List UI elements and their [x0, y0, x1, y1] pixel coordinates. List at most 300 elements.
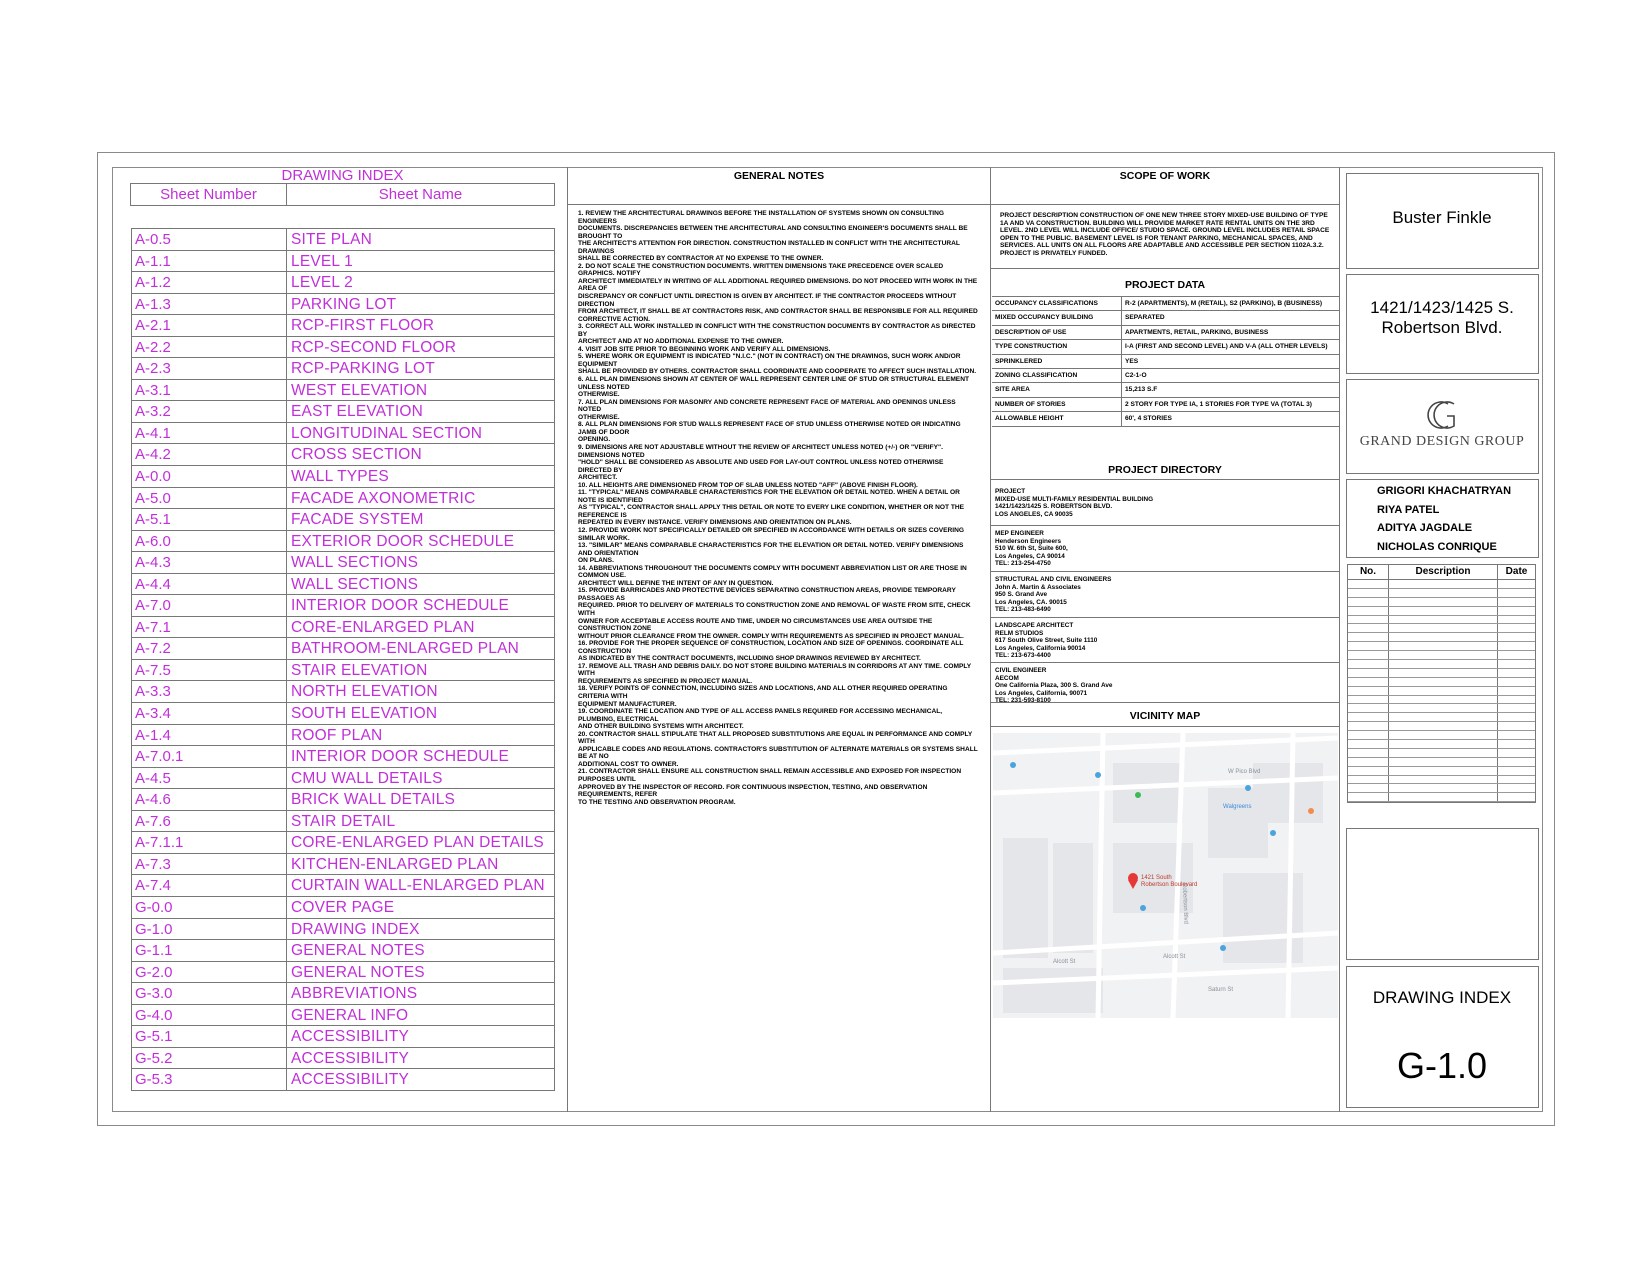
note-line: APPLICABLE CODES AND REGULATIONS. CONTRACTOR'S SUBSTITUTION OF ALTERNATE MATERIALS OR SYSTEMS SHALL BE AT NO	[578, 745, 978, 761]
rev-cell	[1498, 616, 1535, 624]
sheet-name-cell: ACCESSIBILITY	[291, 1028, 410, 1046]
team-member: RIYA PATEL	[1377, 503, 1440, 516]
rev-cell	[1389, 784, 1498, 792]
table-row	[132, 315, 554, 337]
directory-entry	[995, 576, 1335, 614]
directory-entry-line: 950 S. Grand Ave	[995, 591, 1048, 599]
col-sheet-name: Sheet Name	[378, 186, 463, 203]
rev-cell	[1348, 607, 1389, 615]
scope-title: SCOPE OF WORK	[1119, 170, 1211, 182]
rev-cell	[1348, 784, 1389, 792]
note-line: FROM ARCHITECT, IT SHALL BE AT CONTRACTORS RISK, AND CONTRACTOR SHALL BE RESPONSIBLE FOR ALL REQUIRED	[578, 308, 978, 316]
rev-cell	[1498, 660, 1535, 668]
divider	[991, 662, 1339, 663]
sheet-number-cell: G-5.1	[132, 1026, 287, 1047]
sheet-name-cell: BRICK WALL DETAILS	[291, 791, 456, 809]
sheet-number-cell: A-2.2	[132, 337, 287, 358]
note-line: DOCUMENTS. DISCREPANCIES BETWEEN THE ARCHITECTURAL AND CONSULTING ENGINEER'S DOCUMENTS SHALL BE BROUGHT TO	[578, 225, 968, 240]
rev-col-description: Description	[1389, 565, 1498, 579]
directory-entry-heading: CIVIL ENGINEER	[995, 667, 1047, 674]
note-line: 12. PROVIDE WORK NOT SPECIFICALLY DETAILED OR SPECIFIED IN ACCORDANCE WITH DETAILS OR SIZES COVERING SIMILAR WORK.	[578, 526, 965, 542]
rev-cell	[1389, 589, 1498, 597]
note-line: EQUIPMENT MANUFACTURER.	[578, 700, 677, 708]
table-row	[132, 531, 554, 553]
sheet-name-cell: CROSS SECTION	[291, 446, 422, 464]
table-row	[132, 617, 554, 639]
sheet-number-cell: A-6.0	[132, 531, 287, 552]
sheet-number-cell: A-7.1	[132, 617, 287, 638]
sheet-number-cell: G-5.3	[132, 1069, 287, 1090]
rev-cell	[1389, 758, 1498, 766]
table-row	[132, 875, 554, 897]
directory-entry-heading: LANDSCAPE ARCHITECT	[995, 622, 1074, 629]
project-data-title: PROJECT DATA	[1124, 279, 1206, 291]
rev-cell	[1498, 740, 1535, 748]
table-row	[132, 940, 554, 962]
sheet-name-cell: CMU WALL DETAILS	[291, 769, 443, 787]
table-row	[132, 423, 554, 445]
divider	[991, 479, 1339, 480]
revision-row	[1348, 633, 1535, 642]
rev-cell	[1389, 642, 1498, 650]
rev-cell	[1389, 669, 1498, 677]
revision-table	[1347, 564, 1536, 803]
note-line: 7. ALL PLAN DIMENSIONS FOR MASONRY AND CONCRETE REPRESENT FACE OF MATERIAL AND OPENINGS UNLESS NOTED	[578, 398, 956, 414]
column-divider	[1339, 167, 1340, 1112]
rev-cell	[1389, 633, 1498, 641]
rev-cell	[1389, 616, 1498, 624]
rev-cell	[1389, 624, 1498, 632]
rev-cell	[1389, 722, 1498, 730]
rev-cell	[1498, 580, 1535, 588]
sheet-number-cell: A-7.4	[132, 875, 287, 896]
note-line: "HOLD" SHALL BE CONSIDERED AS ABSOLUTE AND USED FOR LAY-OUT CONTROL UNLESS NOTED OTHERWISE DIRECTED BY	[578, 459, 944, 474]
note-line: 15. PROVIDE BARRICADES AND PROTECTIVE DEVICES SEPARATING CONSTRUCTION AREAS, PROVIDE TEMPORARY PASSAGES AS	[578, 587, 956, 602]
note-line: AND OTHER BUILDING SYSTEMS WITH ARCHITECT.	[578, 723, 744, 731]
sheet-name-cell: COVER PAGE	[291, 898, 395, 916]
table-row	[132, 638, 554, 660]
sheet-number-cell: A-1.1	[132, 251, 287, 272]
directory-entry-line: Los Angeles, California, 90071	[995, 689, 1088, 697]
table-row	[132, 1026, 554, 1048]
rev-cell	[1348, 660, 1389, 668]
revision-row	[1348, 589, 1535, 598]
column-divider	[990, 167, 991, 1112]
note-line: SHALL BE CORRECTED BY CONTRACTOR AT NO EXPENSE TO THE OWNER.	[578, 255, 824, 263]
note-line: ADDITIONAL COST TO OWNER.	[578, 760, 679, 768]
sheet-name-cell: STAIR DETAIL	[291, 812, 396, 830]
sheet-number-cell: G-2.0	[132, 962, 287, 983]
revision-row	[1348, 784, 1535, 793]
sheet-name-cell: WALL SECTIONS	[291, 554, 419, 572]
rev-cell	[1348, 580, 1389, 588]
sheet-name-cell: INTERIOR DOOR SCHEDULE	[291, 748, 509, 766]
col-sheet-number: Sheet Number	[131, 184, 287, 205]
rev-cell	[1498, 624, 1535, 632]
directory-entry-line: AECOM	[995, 674, 1019, 682]
sheet-number-cell: A-7.6	[132, 811, 287, 832]
sheet-number-cell: A-7.1.1	[132, 832, 287, 853]
rev-cell	[1348, 722, 1389, 730]
revision-row	[1348, 713, 1535, 722]
table-row	[132, 1069, 554, 1091]
rev-cell	[1389, 749, 1498, 757]
project-data-value: SEPARATED	[1125, 314, 1165, 322]
note-line: DISCREPANCY OR CONFLICT UNTIL DIRECTION IS GIVEN BY ARCHITECT. IF THE CONTRACTOR PROCEEDS WITHOUT DIRECTION	[578, 293, 957, 308]
sheet-number-cell: A-4.4	[132, 574, 287, 595]
rev-cell	[1498, 793, 1535, 801]
divider	[991, 726, 1339, 727]
directory-entry-line: TEL: 213-254-4750	[995, 560, 1051, 568]
sheet-number-cell: A-3.2	[132, 401, 287, 422]
sheet-name-cell: INTERIOR DOOR SCHEDULE	[291, 597, 509, 615]
revision-row	[1348, 793, 1535, 802]
project-data-value: 60', 4 STORIES	[1125, 415, 1172, 423]
sheet-number-cell: A-7.0.1	[132, 746, 287, 767]
rev-cell	[1498, 731, 1535, 739]
rev-cell	[1389, 678, 1498, 686]
divider	[991, 525, 1339, 526]
directory-entry-line: TEL: 231-593-8100	[995, 697, 1051, 705]
revision-row	[1348, 651, 1535, 660]
sheet-number-cell: A-2.1	[132, 315, 287, 336]
project-directory-title: PROJECT DIRECTORY	[1108, 464, 1222, 476]
rev-cell	[1389, 607, 1498, 615]
project-data-value: 2 STORY FOR TYPE IA, 1 STORIES FOR TYPE VA (TOTAL 3)	[1125, 400, 1312, 408]
sheet-name-cell: STAIR ELEVATION	[291, 661, 428, 679]
rev-cell	[1348, 696, 1389, 704]
rev-cell	[1498, 598, 1535, 606]
table-row	[132, 789, 554, 811]
grand-design-group-logo-icon	[1420, 396, 1465, 432]
rev-cell	[1348, 731, 1389, 739]
project-data-label: MIXED OCCUPANCY BUILDING	[992, 311, 1122, 324]
revision-row	[1348, 580, 1535, 589]
map-label: Walgreens	[1223, 804, 1252, 810]
sheet-name-cell: LEVEL 1	[291, 252, 354, 270]
sheet-number-cell: A-0.0	[132, 466, 287, 487]
team-member: GRIGORI KHACHATRYAN	[1377, 485, 1512, 497]
note-line: ON PLANS.	[578, 557, 614, 565]
revision-row	[1348, 749, 1535, 758]
directory-entry	[995, 622, 1335, 660]
sheet-name-cell: ACCESSIBILITY	[291, 1071, 410, 1089]
sheet-name-cell: GENERAL INFO	[291, 1006, 409, 1024]
sheet-name-cell: FACADE SYSTEM	[291, 511, 424, 529]
project-data-label: ALLOWABLE HEIGHT	[992, 412, 1122, 425]
directory-entry	[995, 488, 1335, 518]
note-line: OWNER FOR ACCEPTABLE ACCESS ROUTE AND TIME, UNDER NO CIRCUMSTANCES USE AREA OUTSIDE THE CONSTRUCTION ZONE	[578, 617, 933, 633]
sheet-name-cell: RCP-PARKING LOT	[291, 360, 435, 378]
sheet-number-cell: G-1.1	[132, 940, 287, 961]
map-label: Saturn St	[1208, 987, 1234, 993]
note-line: 9. DIMENSIONS ARE NOT ADJUSTABLE WITHOUT THE REVIEW OF ARCHITECT UNLESS NOTED (+/-) OR "VERIFY". DIMENSIONS NOTED	[578, 443, 943, 459]
table-row	[132, 229, 554, 251]
table-row	[132, 1005, 554, 1027]
logo-wordmark: GRAND DESIGN GROUP	[1359, 434, 1525, 449]
rev-cell	[1348, 793, 1389, 801]
rev-cell	[1389, 651, 1498, 659]
revision-row	[1348, 731, 1535, 740]
rev-cell	[1348, 776, 1389, 784]
note-line: 18. VERIFY POINTS OF CONNECTION, INCLUDING SIZES AND LOCATIONS, AND ALL OTHER REQUIRED OPERATING CRITERIA WITH	[578, 685, 948, 700]
note-line: 11. "TYPICAL" MEANS COMPARABLE CHARACTERISTICS FOR THE ELEVATION OR DETAIL NOTED. WHEN A DETAIL OR NOTE IS IDENTIFIED	[578, 489, 960, 504]
directory-entry-line: 1421/1423/1425 S. ROBERTSON BLVD.	[995, 503, 1113, 511]
rev-cell	[1348, 669, 1389, 677]
table-row	[132, 401, 554, 423]
sheet-name-cell: NORTH ELEVATION	[291, 683, 438, 701]
directory-entry-heading: STRUCTURAL AND CIVIL ENGINEERS	[995, 576, 1112, 583]
sheet-number-cell: A-1.3	[132, 294, 287, 315]
project-data-value: YES	[1125, 357, 1139, 365]
directory-entry-line: John A. Martin & Associates	[995, 583, 1081, 591]
project-data-label: DESCRIPTION OF USE	[992, 326, 1122, 339]
revision-row	[1348, 607, 1535, 616]
sheet-number-cell: G-5.2	[132, 1048, 287, 1069]
note-line: THE ARCHITECT'S ATTENTION FOR DIRECTION. CONSTRUCTION INSTALLED IN CONFLICT WITH THE ARCHITECTURAL DRAWINGS	[578, 240, 960, 255]
rev-cell	[1498, 696, 1535, 704]
rev-cell	[1498, 589, 1535, 597]
rev-col-no: No.	[1348, 565, 1389, 579]
sheet-number-cell: A-4.5	[132, 768, 287, 789]
note-line: 4. VISIT JOB SITE PRIOR TO BEGINNING WORK AND VERIFY ALL DIMENSIONS.	[578, 345, 831, 353]
directory-entry	[995, 530, 1335, 568]
project-data-value: 15,213 S.F	[1125, 386, 1158, 394]
map-label: Alcott St	[1163, 954, 1186, 960]
divider	[991, 571, 1339, 572]
rev-cell	[1389, 767, 1498, 775]
rev-cell	[1498, 767, 1535, 775]
directory-entry-line: TEL: 213-483-6490	[995, 606, 1051, 614]
general-notes-body	[578, 210, 978, 806]
note-line: REQUIRED. PRIOR TO DELIVERY OF MATERIALS TO CONSTRUCTION ZONE AND REMOVAL OF WASTE FROM SITE, CHECK WITH	[578, 602, 971, 617]
table-row	[132, 358, 554, 380]
sheet-number-cell: A-4.1	[132, 423, 287, 444]
note-line: 17. REMOVE ALL TRASH AND DEBRIS DAILY. DO NOT STORE BUILDING MATERIALS IN CORRIDORS AT ANY TIME. COMPLY WITH	[578, 662, 972, 678]
sheet-number-cell: A-4.2	[132, 444, 287, 465]
directory-entry-line: TEL: 213-673-4400	[995, 652, 1051, 660]
sheet-name-cell: EAST ELEVATION	[291, 403, 424, 421]
sheet-name-cell: WEST ELEVATION	[291, 381, 428, 399]
rev-cell	[1498, 784, 1535, 792]
note-line: AS "TYPICAL", CONTRACTOR SHALL APPLY THIS DETAIL OR NOTE TO EVERY LIKE CONDITION, WHETHER OR NOT THE REFERENCE IS	[578, 504, 965, 519]
sheet-number-cell: A-5.1	[132, 509, 287, 530]
note-line: 20. CONTRACTOR SHALL STIPULATE THAT ALL PROPOSED SUBSTITUTIONS ARE EQUAL IN PERFORMANCE AND COMPLY WITH	[578, 730, 973, 746]
table-row	[132, 595, 554, 617]
rev-cell	[1498, 642, 1535, 650]
rev-cell	[1498, 678, 1535, 686]
table-row	[132, 725, 554, 747]
table-row	[132, 294, 554, 316]
note-line: 1. REVIEW THE ARCHITECTURAL DRAWINGS BEFORE THE INSTALLATION OF SYSTEMS SHOWN ON CONSULTING ENGINEERS	[578, 210, 944, 225]
revision-header	[1348, 565, 1535, 580]
revision-row	[1348, 669, 1535, 678]
directory-entry-heading: PROJECT	[995, 488, 1026, 495]
note-line: ARCHITECT IMMEDIATELY IN WRITING OF ALL ADDITIONAL REQUIRED DIMENSIONS. DO NOT PROCEED WITH WORK IN THE AREA OF	[578, 277, 978, 293]
revision-row	[1348, 687, 1535, 696]
revision-row	[1348, 722, 1535, 731]
sheet-number: G-1.0	[1396, 1045, 1488, 1086]
sheet-number-cell: A-3.4	[132, 703, 287, 724]
rev-cell	[1498, 633, 1535, 641]
table-row	[992, 398, 1339, 412]
sheet-name-cell: SITE PLAN	[291, 231, 373, 248]
rev-cell	[1348, 589, 1389, 597]
sheet-number-cell: A-3.1	[132, 380, 287, 401]
directory-entry-line: Los Angeles, California 90014	[995, 644, 1086, 652]
note-line: CORRECTIVE ACTION.	[578, 315, 650, 323]
rev-cell	[1498, 651, 1535, 659]
vicinity-map-graphic	[993, 733, 1338, 1018]
note-line: OTHERWISE.	[578, 413, 620, 421]
project-data-table	[992, 296, 1339, 427]
project-data-label: SITE AREA	[992, 383, 1122, 396]
table-row	[992, 369, 1339, 383]
client-name: Buster Finkle	[1392, 208, 1492, 227]
rev-cell	[1348, 713, 1389, 721]
sheet-name-cell: CORE-ENLARGED PLAN	[291, 618, 475, 636]
sheet-name-cell: ABBREVIATIONS	[291, 985, 418, 1003]
rev-cell	[1348, 704, 1389, 712]
rev-cell	[1348, 616, 1389, 624]
rev-cell	[1389, 598, 1498, 606]
sheet-name-cell: RCP-FIRST FLOOR	[291, 317, 435, 335]
general-notes-title: GENERAL NOTES	[733, 170, 825, 182]
revision-row	[1348, 660, 1535, 669]
sheet-number-cell: A-3.3	[132, 681, 287, 702]
revision-row	[1348, 598, 1535, 607]
project-address: 1421/1423/1425 S. Robertson Blvd.	[1370, 298, 1514, 337]
directory-entry	[995, 667, 1335, 705]
table-row	[992, 412, 1339, 426]
rev-cell	[1498, 776, 1535, 784]
rev-cell	[1389, 704, 1498, 712]
revision-row	[1348, 624, 1535, 633]
sheet-name-cell: GENERAL NOTES	[291, 942, 425, 960]
directory-entry-line: 617 South Olive Street, Suite 1110	[995, 637, 1098, 645]
map-label: W Pico Blvd	[1228, 769, 1261, 775]
table-row	[132, 983, 554, 1005]
team-member: NICHOLAS CONRIQUE	[1377, 540, 1497, 553]
rev-cell	[1389, 740, 1498, 748]
rev-cell	[1389, 580, 1498, 588]
note-line: 10. ALL HEIGHTS ARE DIMENSIONED FROM TOP OF SLAB UNLESS NOTED "AFF" (ABOVE FINISH FLOOR).	[578, 481, 918, 489]
note-line: ARCHITECT.	[578, 474, 618, 482]
directory-entry-line: RELM STUDIOS	[995, 629, 1044, 637]
table-row	[132, 509, 554, 531]
project-data-label: TYPE CONSTRUCTION	[992, 340, 1122, 353]
directory-entry-line: Los Angeles, CA. 90015	[995, 598, 1067, 606]
sheet-name-cell: GENERAL NOTES	[291, 963, 425, 981]
directory-entry-line: Henderson Engineers	[995, 537, 1062, 545]
rev-cell	[1498, 713, 1535, 721]
rev-cell	[1389, 660, 1498, 668]
table-row	[992, 383, 1339, 397]
table-row	[132, 380, 554, 402]
revision-row	[1348, 758, 1535, 767]
table-row	[132, 746, 554, 768]
project-data-label: NUMBER OF STORIES	[992, 398, 1122, 411]
revision-row	[1348, 740, 1535, 749]
table-row	[132, 251, 554, 273]
table-row	[132, 897, 554, 919]
sheet-name-cell: KITCHEN-ENLARGED PLAN	[291, 855, 499, 873]
revision-row	[1348, 776, 1535, 785]
note-line: ARCHITECT WILL DEFINE THE INTENT OF ANY IN QUESTION.	[578, 579, 774, 587]
sheet-number-cell: A-1.2	[132, 272, 287, 293]
note-line: 2. DO NOT SCALE THE CONSTRUCTION DOCUMENTS. WRITTEN DIMENSIONS TAKE PRECEDENCE OVER SCALED GRAPHICS. NOTIFY	[578, 262, 944, 278]
note-line: OPENING.	[578, 436, 611, 444]
table-row	[992, 355, 1339, 369]
map-label: Robertson Boulevard	[1141, 882, 1198, 888]
revision-row	[1348, 616, 1535, 625]
note-line: WITHOUT PRIOR CLEARANCE FROM THE OWNER. COMPLY WITH REQUIREMENTS AS SPECIFIED IN PROJECT MANUAL.	[578, 632, 964, 640]
rev-cell	[1498, 722, 1535, 730]
revision-row	[1348, 642, 1535, 651]
directory-entry-heading: MEP ENGINEER	[995, 530, 1044, 537]
rev-cell	[1498, 758, 1535, 766]
directory-entry-line: MIXED-USE MULTI-FAMILY RESIDENTIAL BUILDING	[995, 495, 1154, 503]
directory-entry-line: One California Plaza, 300 S. Grand Ave	[995, 682, 1113, 690]
sheet-number-cell: A-7.2	[132, 638, 287, 659]
note-line: ARCHITECT AND AT NO ADDITIONAL EXPENSE TO THE OWNER.	[578, 338, 784, 346]
sheet-name-cell: BATHROOM-ENLARGED PLAN	[291, 640, 520, 658]
column-divider	[567, 167, 568, 1112]
table-row	[132, 919, 554, 941]
note-line: AS INDICATED BY THE CONTRACT DOCUMENTS, INCLUDING SHOP DRAWINGS REVIEWED BY ARCHITECT.	[578, 655, 921, 663]
map-label: Robertson Blvd	[1181, 882, 1189, 925]
vicinity-map[interactable]	[993, 733, 1338, 1018]
note-line: 3. CORRECT ALL WORK INSTALLED IN CONFLICT WITH THE CONSTRUCTION DOCUMENTS BY CONTRACTOR AS DIRECTED BY	[578, 323, 976, 338]
rev-cell	[1348, 624, 1389, 632]
project-data-value: APARTMENTS, RETAIL, PARKING, BUSINESS	[1125, 328, 1269, 336]
project-data-label: OCCUPANCY CLASSIFICATIONS	[992, 297, 1122, 310]
table-row	[132, 681, 554, 703]
table-row	[132, 552, 554, 574]
table-row	[992, 297, 1339, 311]
rev-cell	[1389, 713, 1498, 721]
rev-cell	[1348, 642, 1389, 650]
rev-cell	[1348, 598, 1389, 606]
rev-cell	[1498, 607, 1535, 615]
project-data-label: ZONING CLASSIFICATION	[992, 369, 1122, 382]
rev-cell	[1498, 687, 1535, 695]
note-line: 16. PROVIDE FOR THE PROPER SEQUENCE OF CONSTRUCTION, LOCATION AND SIZE OF OPENINGS. COORDINATE ALL CONSTRUCTION	[578, 640, 964, 655]
team-member: ADITYA JAGDALE	[1377, 522, 1473, 534]
table-row	[132, 1048, 554, 1070]
sheet-number-cell: A-4.6	[132, 789, 287, 810]
rev-col-date: Date	[1505, 566, 1528, 577]
sheet-number-cell: A-7.0	[132, 595, 287, 616]
project-data-label: SPRINKLERED	[992, 355, 1122, 368]
table-row	[992, 311, 1339, 325]
note-line: APPROVED BY THE INSPECTOR OF RECORD. FOR CONTINUOUS INSPECTION, TESTING, AND OBSERVATION REQUIREMENTS, REFER	[578, 783, 928, 799]
divider	[991, 702, 1339, 703]
sheet-number-cell: A-1.4	[132, 725, 287, 746]
rev-cell	[1498, 704, 1535, 712]
vicinity-map-title: VICINITY MAP	[1129, 710, 1201, 722]
sheet-number-cell: A-0.5	[132, 229, 287, 250]
sheet-name-cell: LEVEL 2	[291, 274, 354, 292]
table-row	[132, 832, 554, 854]
revision-row	[1348, 696, 1535, 705]
sheet-name-cell: WALL SECTIONS	[291, 575, 419, 593]
team-list	[1377, 482, 1537, 556]
sheet-number-cell: G-1.0	[132, 919, 287, 940]
project-data-value: R-2 (APARTMENTS), M (RETAIL), S2 (PARKING), B (BUSINESS)	[1125, 300, 1323, 307]
table-row	[132, 768, 554, 790]
rev-cell	[1348, 758, 1389, 766]
